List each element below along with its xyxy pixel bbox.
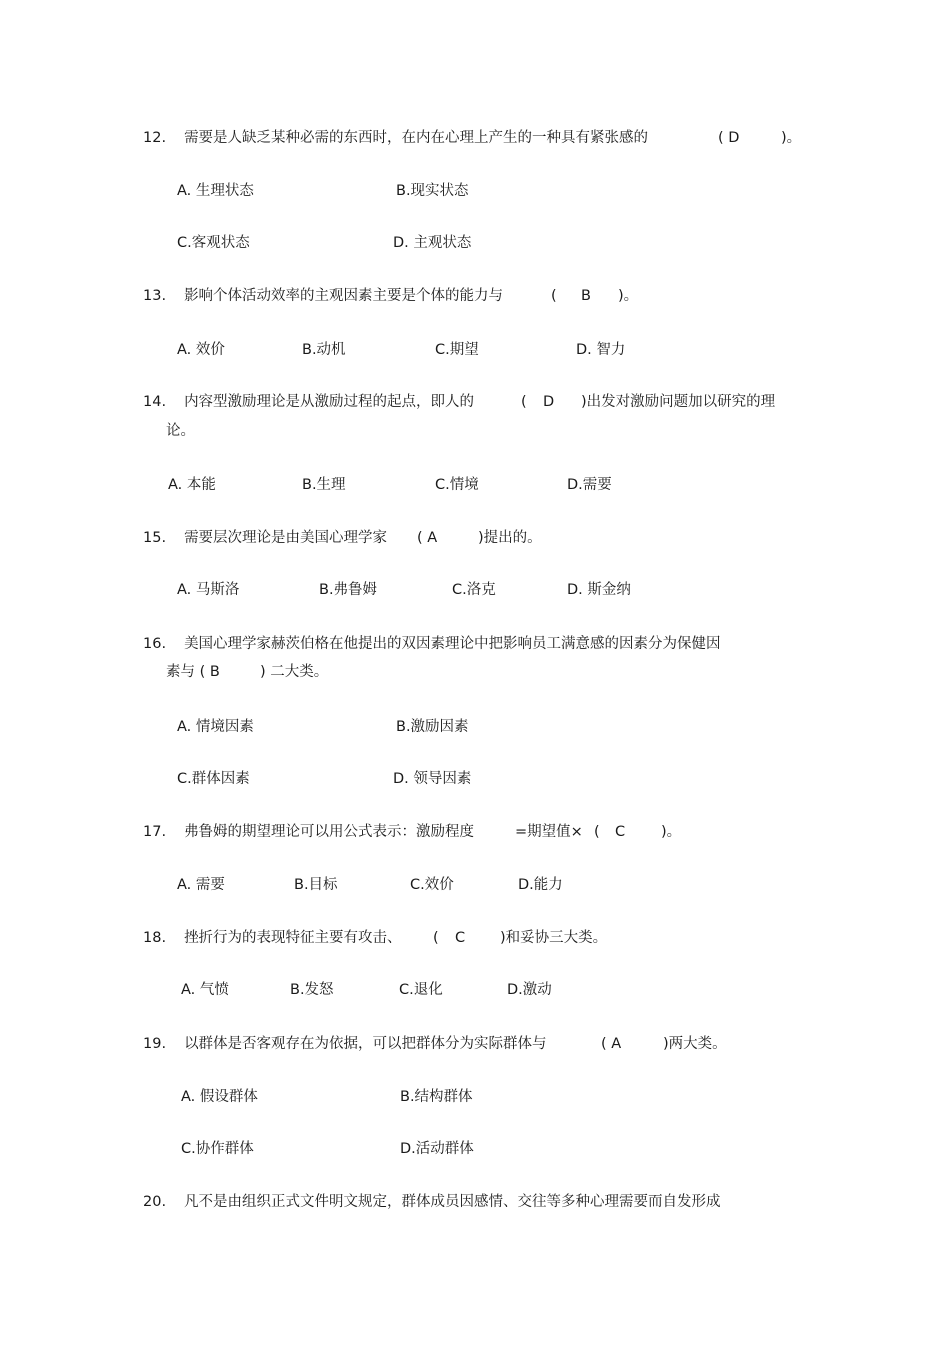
- question-number: 13.: [143, 288, 167, 304]
- question-stem: 挫折行为的表现特征主要有攻击、: [184, 930, 402, 946]
- option-b: B.弗鲁姆: [319, 582, 378, 598]
- question-stem: 影响个体活动效率的主观因素主要是个体的能力与: [184, 288, 504, 304]
- question-stem: 弗鲁姆的期望理论可以用公式表示：激励程度: [184, 824, 475, 840]
- option-d: D. 智力: [576, 342, 626, 358]
- question-continuation: 论。: [166, 423, 195, 439]
- question-17: [143, 822, 474, 842]
- question-19: [143, 1034, 547, 1054]
- question-16: [143, 634, 721, 654]
- option-c: C.洛克: [452, 582, 496, 598]
- question-stem: 凡不是由组织正式文件明文规定，群体成员因感情、交往等多种心理需要而自发形成: [184, 1194, 721, 1210]
- option-c: C.效价: [410, 877, 454, 893]
- answer-bracket-close: )。: [781, 130, 802, 146]
- question-stem: 内容型激励理论是从激励过程的起点，即人的: [184, 394, 475, 410]
- answer-letter: D: [543, 394, 555, 410]
- option-a: A. 情境因素: [177, 719, 254, 735]
- option-d: D.激动: [507, 982, 552, 998]
- option-a: A. 假设群体: [181, 1089, 258, 1105]
- formula-term: =期望值×: [515, 824, 583, 840]
- option-b: B.目标: [294, 877, 338, 893]
- option-a: A. 马斯洛: [177, 582, 240, 598]
- question-20: [143, 1192, 721, 1212]
- question-18: [143, 928, 402, 948]
- answer-bracket-close: )和妥协三大类。: [500, 930, 608, 946]
- option-d: D. 主观状态: [393, 235, 472, 251]
- option-b: B.动机: [302, 342, 346, 358]
- question-continuation: 素与 ( B: [166, 664, 220, 680]
- option-a: A. 需要: [177, 877, 225, 893]
- answer-bracket-close: )。: [661, 824, 682, 840]
- question-number: 18.: [143, 930, 167, 946]
- option-a: A. 效价: [177, 342, 225, 358]
- question-continuation-end: ) 二大类。: [260, 664, 329, 680]
- answer-bracket-close: )提出的。: [478, 530, 542, 546]
- question-number: 12.: [143, 130, 167, 146]
- answer-bracket-open: (: [433, 930, 439, 946]
- option-a: A. 本能: [168, 477, 216, 493]
- option-d: D. 斯金纳: [567, 582, 631, 598]
- question-stem: 需要是人缺乏某种必需的东西时，在内在心理上产生的一种具有紧张感的: [184, 130, 649, 146]
- option-d: D.需要: [567, 477, 612, 493]
- answer-bracket-open: (: [594, 824, 600, 840]
- option-b: B.激励因素: [396, 719, 469, 735]
- answer-letter: C: [615, 824, 626, 840]
- answer-bracket-open: ( A: [417, 530, 438, 546]
- answer-bracket-open: (: [521, 394, 527, 410]
- question-15: [143, 528, 387, 548]
- answer-bracket-open: ( D: [718, 130, 740, 146]
- option-c: C.群体因素: [177, 771, 250, 787]
- question-number: 15.: [143, 530, 167, 546]
- question-number: 16.: [143, 636, 167, 652]
- option-c: C.期望: [435, 342, 479, 358]
- question-stem: 以群体是否客观存在为依据，可以把群体分为实际群体与: [184, 1036, 547, 1052]
- question-13: [143, 286, 503, 306]
- question-12: [143, 128, 648, 148]
- option-b: B.结构群体: [400, 1089, 473, 1105]
- question-stem: 美国心理学家赫茨伯格在他提出的双因素理论中把影响员工满意感的因素分为保健因: [184, 636, 721, 652]
- option-b: B.现实状态: [396, 183, 469, 199]
- answer-bracket-close: )。: [618, 288, 639, 304]
- option-c: C.协作群体: [181, 1141, 254, 1157]
- option-b: B.发怒: [290, 982, 334, 998]
- option-a: A. 生理状态: [177, 183, 254, 199]
- option-b: B.生理: [302, 477, 346, 493]
- option-d: D. 领导因素: [393, 771, 472, 787]
- question-14: [143, 392, 474, 412]
- option-c: C.退化: [399, 982, 443, 998]
- question-number: 20.: [143, 1194, 167, 1210]
- option-a: A. 气愤: [181, 982, 229, 998]
- question-number: 19.: [143, 1036, 167, 1052]
- option-c: C.客观状态: [177, 235, 250, 251]
- answer-bracket-open: (: [551, 288, 557, 304]
- option-d: D.能力: [518, 877, 563, 893]
- answer-letter: C: [455, 930, 466, 946]
- question-number: 17.: [143, 824, 167, 840]
- option-c: C.情境: [435, 477, 479, 493]
- option-d: D.活动群体: [400, 1141, 474, 1157]
- answer-bracket-open: ( A: [601, 1036, 622, 1052]
- answer-bracket-close: )两大类。: [663, 1036, 727, 1052]
- answer-bracket-close: )出发对激励问题加以研究的理: [581, 394, 776, 410]
- question-number: 14.: [143, 394, 167, 410]
- question-stem: 需要层次理论是由美国心理学家: [184, 530, 388, 546]
- answer-letter: B: [581, 288, 591, 304]
